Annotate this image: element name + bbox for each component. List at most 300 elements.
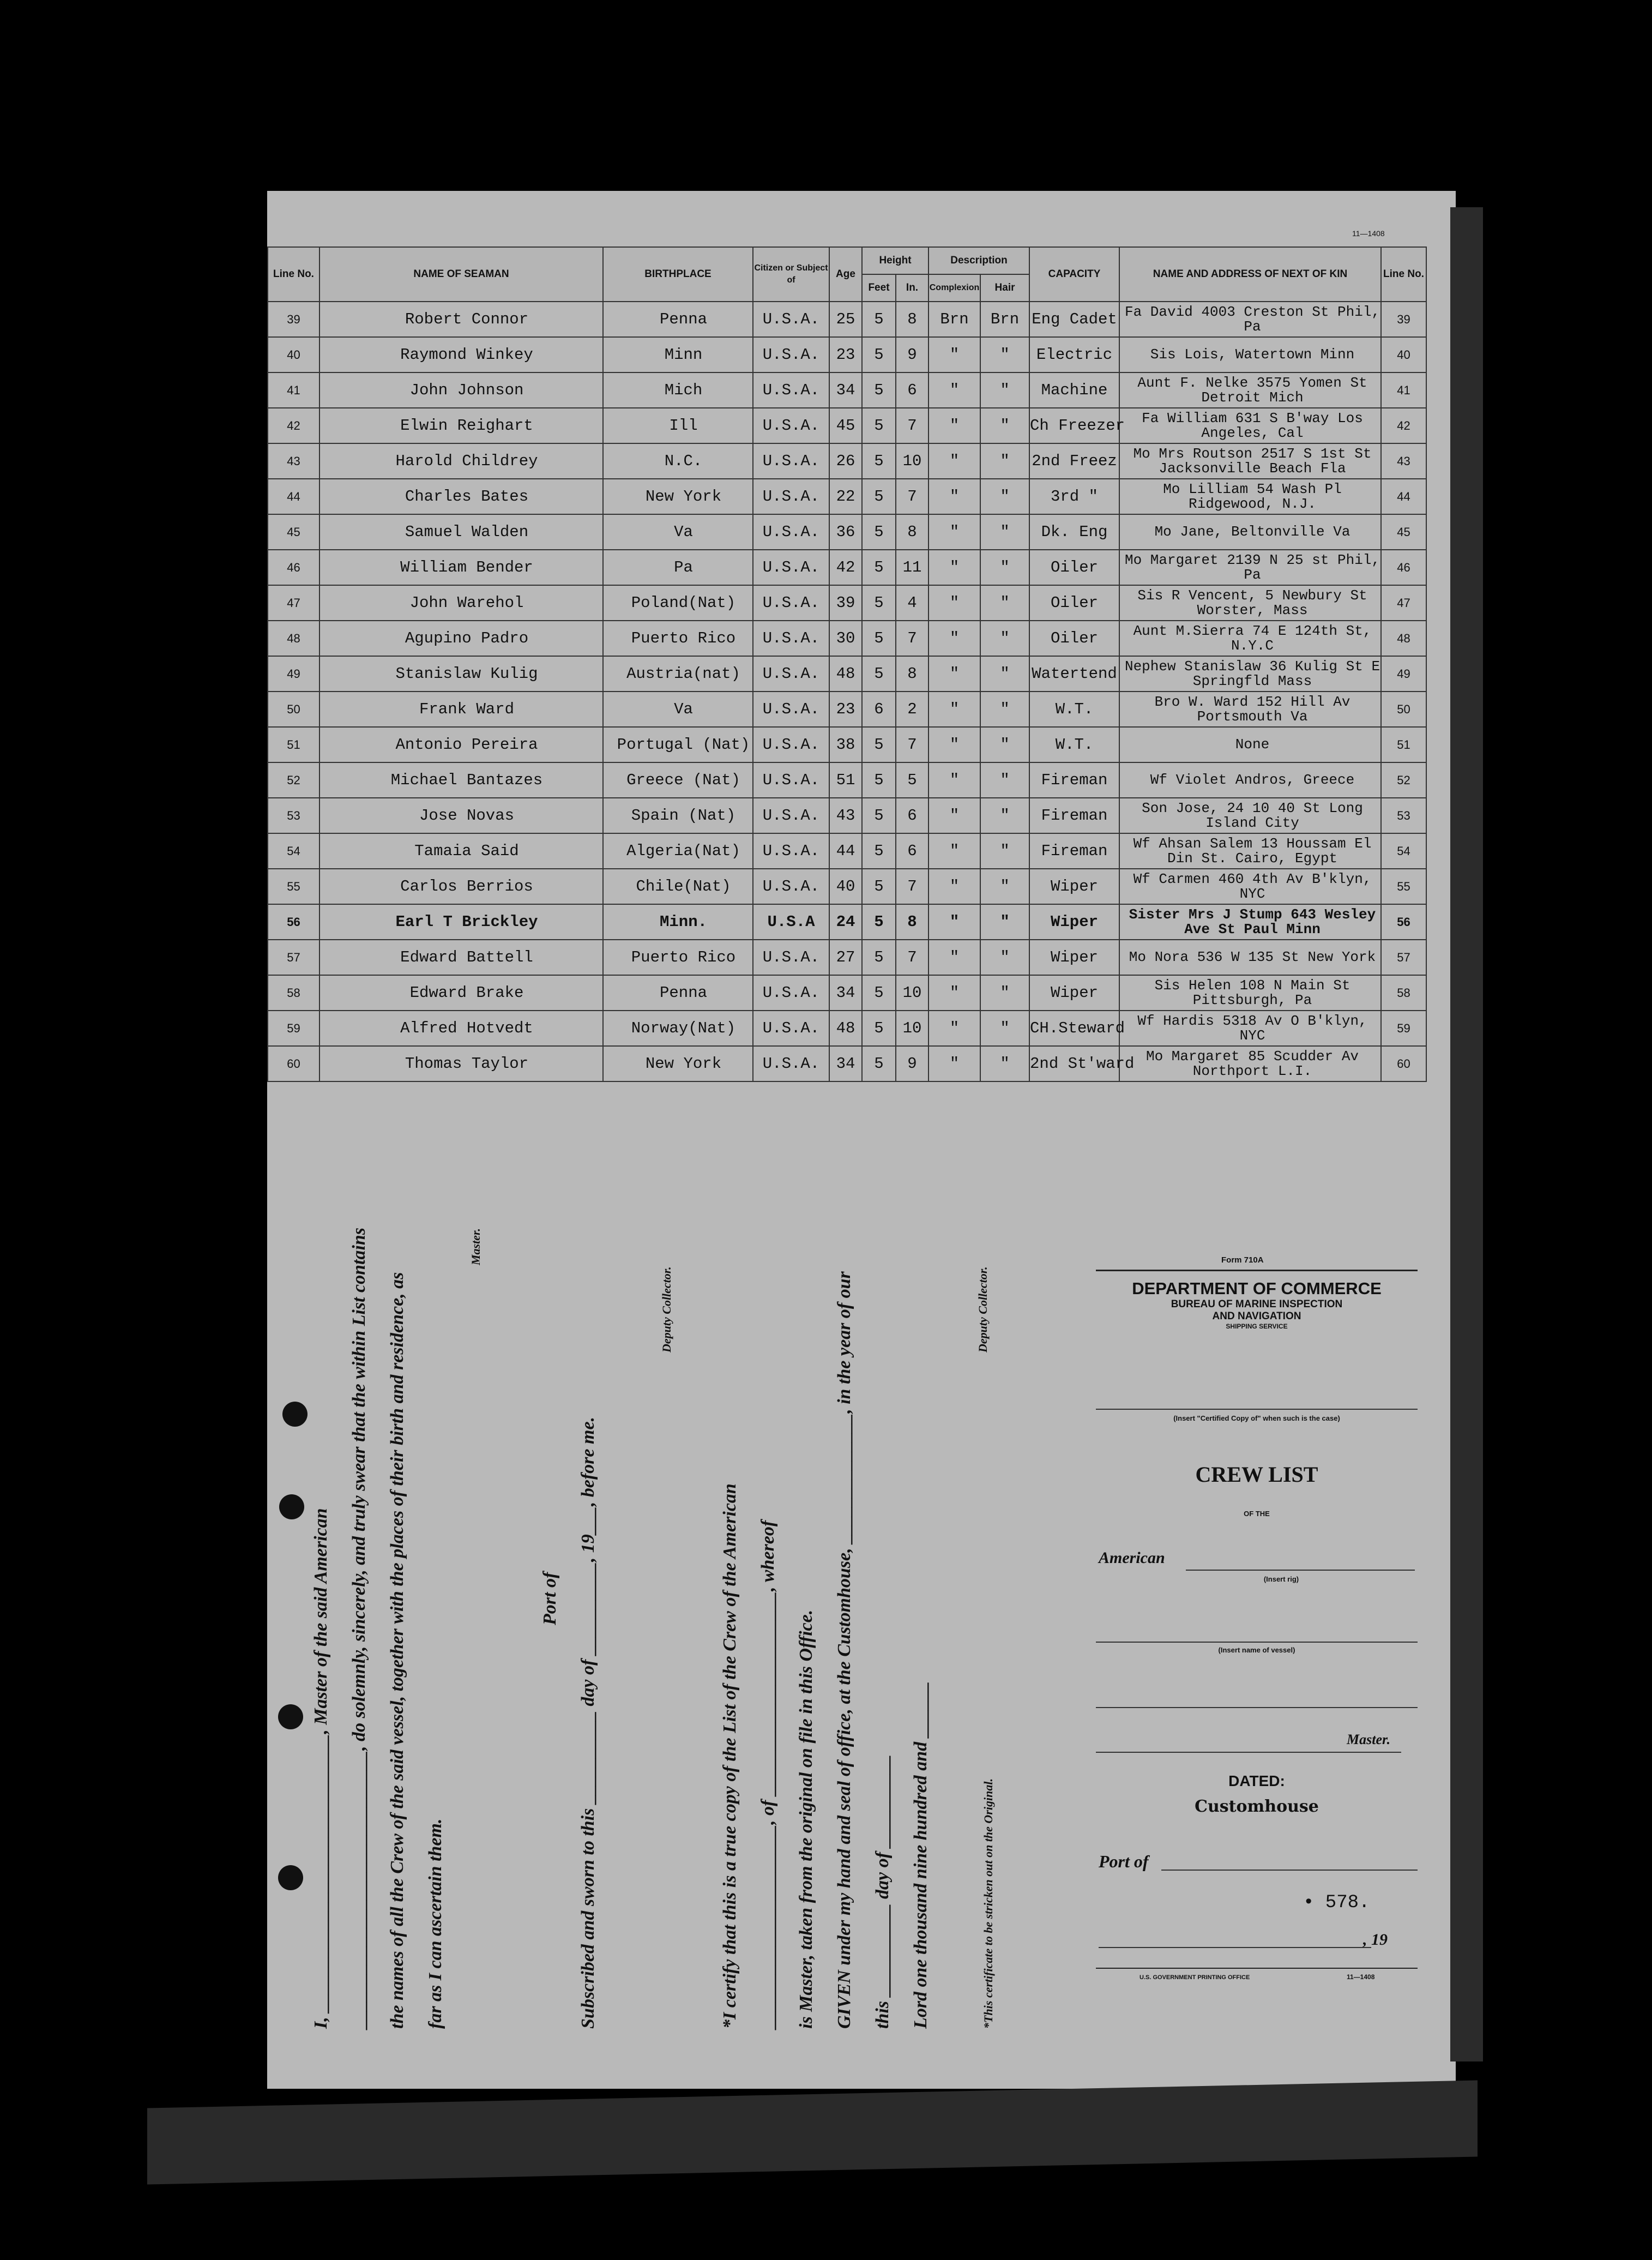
- complexion: ": [929, 975, 980, 1011]
- header-complexion: Complexion: [929, 274, 980, 302]
- seaman-name: Tamaia Said: [319, 833, 603, 869]
- citizenship: U.S.A.: [753, 833, 829, 869]
- capacity: Watertend: [1029, 656, 1119, 692]
- height-feet: 6: [862, 692, 896, 727]
- seaman-name: John Warehol: [319, 585, 603, 621]
- row-line-no-right: 59: [1381, 1011, 1426, 1046]
- cover-customhouse: Customhouse: [1195, 1797, 1319, 1816]
- seaman-name: Raymond Winkey: [319, 337, 603, 372]
- complexion: ": [929, 585, 980, 621]
- row-line-no-right: 41: [1381, 372, 1426, 408]
- next-of-kin: Wf Violet Andros, Greece: [1119, 762, 1381, 798]
- age: 45: [829, 408, 862, 443]
- row-line-no-right: 49: [1381, 656, 1426, 692]
- oath-port-of: Port of: [540, 1572, 560, 1625]
- citizenship: U.S.A.: [753, 656, 829, 692]
- age: 40: [829, 869, 862, 904]
- citizenship: U.S.A.: [753, 1011, 829, 1046]
- birthplace: Spain (Nat): [603, 798, 753, 833]
- complexion: ": [929, 692, 980, 727]
- height-feet: 5: [862, 1046, 896, 1081]
- seaman-name: Charles Bates: [319, 479, 603, 514]
- height-inches: 10: [896, 1011, 929, 1046]
- capacity: Fireman: [1029, 762, 1119, 798]
- seaman-name: John Johnson: [319, 372, 603, 408]
- sheet-edge-shadow: [1450, 207, 1483, 2061]
- seaman-name: Frank Ward: [319, 692, 603, 727]
- crew-row: [268, 798, 1426, 833]
- height-feet: 5: [862, 621, 896, 656]
- seaman-name: Edward Battell: [319, 940, 603, 975]
- hair: ": [980, 798, 1029, 833]
- crew-row: [268, 975, 1426, 1011]
- seaman-name: Agupino Padro: [319, 621, 603, 656]
- next-of-kin: Bro W. Ward 152 Hill Av Portsmouth Va: [1119, 692, 1381, 727]
- hole-2: [279, 1494, 304, 1519]
- height-inches: 9: [896, 1046, 929, 1081]
- hair: ": [980, 833, 1029, 869]
- row-line-no: 56: [268, 904, 319, 940]
- next-of-kin: Wf Ahsan Salem 13 Houssam El Din St. Cairo, Egypt: [1119, 833, 1381, 869]
- complexion: ": [929, 550, 980, 585]
- row-line-no: 40: [268, 337, 319, 372]
- next-of-kin: Mo Margaret 2139 N 25 st Phil, Pa: [1119, 550, 1381, 585]
- row-line-no-right: 44: [1381, 479, 1426, 514]
- crew-row: [268, 479, 1426, 514]
- age: 48: [829, 1011, 862, 1046]
- height-feet: 5: [862, 302, 896, 337]
- age: 48: [829, 656, 862, 692]
- birthplace: Ill: [603, 408, 753, 443]
- hair: ": [980, 1011, 1029, 1046]
- row-line-no: 53: [268, 798, 319, 833]
- hair: ": [980, 762, 1029, 798]
- header-inches: In.: [896, 274, 929, 302]
- seaman-name: Robert Connor: [319, 302, 603, 337]
- age: 30: [829, 621, 862, 656]
- birthplace: Austria(nat): [603, 656, 753, 692]
- header-line-no-right: Line No.: [1381, 247, 1426, 302]
- next-of-kin: Sister Mrs J Stump 643 Wesley Ave St Paul Minn: [1119, 904, 1381, 940]
- cover-year: , 19: [1363, 1931, 1388, 1949]
- certify-deputy-collector: Deputy Collector.: [976, 1266, 990, 1353]
- birthplace: Portugal (Nat): [603, 727, 753, 762]
- citizenship: U.S.A.: [753, 940, 829, 975]
- height-inches: 2: [896, 692, 929, 727]
- capacity: Fireman: [1029, 833, 1119, 869]
- seaman-name: William Bender: [319, 550, 603, 585]
- birthplace: Norway(Nat): [603, 1011, 753, 1046]
- height-inches: 8: [896, 656, 929, 692]
- age: 34: [829, 975, 862, 1011]
- seaman-name: Harold Childrey: [319, 443, 603, 479]
- complexion: ": [929, 621, 980, 656]
- crew-row: [268, 692, 1426, 727]
- capacity: 2nd St'ward: [1029, 1046, 1119, 1081]
- crew-table-body: [268, 302, 1426, 1081]
- hair: ": [980, 904, 1029, 940]
- complexion: ": [929, 762, 980, 798]
- capacity: Wiper: [1029, 869, 1119, 904]
- height-feet: 5: [862, 727, 896, 762]
- citizenship: U.S.A.: [753, 585, 829, 621]
- age: 24: [829, 904, 862, 940]
- height-inches: 7: [896, 727, 929, 762]
- next-of-kin: Fa William 631 S B'way Los Angeles, Cal: [1119, 408, 1381, 443]
- form-number-top: 11—1408: [1352, 229, 1385, 238]
- row-line-no-right: 42: [1381, 408, 1426, 443]
- cover-date-line: [1099, 1947, 1371, 1948]
- citizenship: U.S.A.: [753, 727, 829, 762]
- crew-row: [268, 833, 1426, 869]
- next-of-kin: Aunt F. Nelke 3575 Yomen St Detroit Mich: [1119, 372, 1381, 408]
- birthplace: Puerto Rico: [603, 621, 753, 656]
- bottom-shadow: [147, 2080, 1478, 2184]
- seaman-name: Alfred Hotvedt: [319, 1011, 603, 1046]
- cover-top-rule: [1096, 1270, 1418, 1271]
- next-of-kin: Sis R Vencent, 5 Newbury St Worster, Mass: [1119, 585, 1381, 621]
- complexion: ": [929, 869, 980, 904]
- seaman-name: Antonio Pereira: [319, 727, 603, 762]
- hair: ": [980, 1046, 1029, 1081]
- next-of-kin: Wf Hardis 5318 Av O B'klyn, NYC: [1119, 1011, 1381, 1046]
- age: 22: [829, 479, 862, 514]
- row-line-no-right: 39: [1381, 302, 1426, 337]
- age: 26: [829, 443, 862, 479]
- height-feet: 5: [862, 479, 896, 514]
- height-inches: 10: [896, 443, 929, 479]
- seaman-name: Elwin Reighart: [319, 408, 603, 443]
- cover-certified-note: (Insert "Certified Copy of" when such is the case): [1173, 1414, 1340, 1422]
- next-of-kin: None: [1119, 727, 1381, 762]
- capacity: CH.Steward: [1029, 1011, 1119, 1046]
- height-inches: 11: [896, 550, 929, 585]
- capacity: Eng Cadet: [1029, 302, 1119, 337]
- height-inches: 6: [896, 833, 929, 869]
- seaman-name: Carlos Berrios: [319, 869, 603, 904]
- next-of-kin: Mo Lilliam 54 Wash Pl Ridgewood, N.J.: [1119, 479, 1381, 514]
- birthplace: Poland(Nat): [603, 585, 753, 621]
- age: 51: [829, 762, 862, 798]
- next-of-kin: Mo Nora 536 W 135 St New York: [1119, 940, 1381, 975]
- crew-row: [268, 337, 1426, 372]
- row-line-no-right: 57: [1381, 940, 1426, 975]
- capacity: Oiler: [1029, 550, 1119, 585]
- row-line-no: 46: [268, 550, 319, 585]
- citizenship: U.S.A.: [753, 869, 829, 904]
- height-inches: 7: [896, 869, 929, 904]
- row-line-no-right: 45: [1381, 514, 1426, 550]
- hair: ": [980, 479, 1029, 514]
- cover-bottom-rule: [1096, 1968, 1418, 1969]
- cover-service: SHIPPING SERVICE: [1226, 1323, 1288, 1330]
- height-feet: 5: [862, 585, 896, 621]
- age: 34: [829, 1046, 862, 1081]
- height-inches: 5: [896, 762, 929, 798]
- crew-row: [268, 904, 1426, 940]
- age: 42: [829, 550, 862, 585]
- height-inches: 7: [896, 940, 929, 975]
- row-line-no: 55: [268, 869, 319, 904]
- seaman-name: Samuel Walden: [319, 514, 603, 550]
- row-line-no: 49: [268, 656, 319, 692]
- seaman-name: Stanislaw Kulig: [319, 656, 603, 692]
- height-inches: 7: [896, 621, 929, 656]
- oath-deputy-collector: Deputy Collector.: [660, 1266, 673, 1353]
- height-feet: 5: [862, 656, 896, 692]
- oath-line-2: ______________________________, do solemnly, sincerely, and truly swear that the within List contains: [349, 1227, 369, 2029]
- birthplace: Algeria(Nat): [603, 833, 753, 869]
- header-description: Description: [929, 247, 1029, 274]
- cover-port-label: Port of: [1099, 1852, 1149, 1871]
- cover-vessel-line: [1096, 1620, 1418, 1643]
- crew-row: [268, 940, 1426, 975]
- cover-form-bottom: 11—1408: [1347, 1973, 1375, 1981]
- age: 23: [829, 692, 862, 727]
- hair: ": [980, 727, 1029, 762]
- next-of-kin: Sis Lois, Watertown Minn: [1119, 337, 1381, 372]
- complexion: ": [929, 833, 980, 869]
- capacity: 2nd Freez: [1029, 443, 1119, 479]
- birthplace: New York: [603, 479, 753, 514]
- cover-blank-line: [1096, 1685, 1418, 1708]
- height-inches: 6: [896, 372, 929, 408]
- capacity: Wiper: [1029, 940, 1119, 975]
- crew-row: [268, 408, 1426, 443]
- oath-line-1: I, ______________________________, Master of the said American: [311, 1508, 331, 2029]
- height-feet: 5: [862, 408, 896, 443]
- capacity: Dk. Eng: [1029, 514, 1119, 550]
- certify-line-1: *I certify that this is a true copy of the List of the Crew of the American: [720, 1483, 740, 2029]
- citizenship: U.S.A.: [753, 621, 829, 656]
- seaman-name: Jose Novas: [319, 798, 603, 833]
- cover-stamp-number: • 578.: [1303, 1892, 1370, 1913]
- birthplace: Penna: [603, 975, 753, 1011]
- seaman-name: Edward Brake: [319, 975, 603, 1011]
- row-line-no: 58: [268, 975, 319, 1011]
- citizenship: U.S.A.: [753, 479, 829, 514]
- row-line-no-right: 53: [1381, 798, 1426, 833]
- hair: ": [980, 372, 1029, 408]
- citizenship: U.S.A.: [753, 408, 829, 443]
- row-line-no-right: 46: [1381, 550, 1426, 585]
- height-feet: 5: [862, 514, 896, 550]
- oath-master-label: Master.: [469, 1228, 483, 1265]
- certify-line-2: ______________________, of ______________________, whereof: [758, 1520, 778, 2029]
- age: 43: [829, 798, 862, 833]
- complexion: ": [929, 727, 980, 762]
- capacity: W.T.: [1029, 727, 1119, 762]
- crew-row: [268, 762, 1426, 798]
- cover-rig-note: (Insert rig): [1263, 1575, 1299, 1583]
- row-line-no: 51: [268, 727, 319, 762]
- hair: ": [980, 408, 1029, 443]
- birthplace: Penna: [603, 302, 753, 337]
- citizenship: U.S.A.: [753, 692, 829, 727]
- complexion: ": [929, 1046, 980, 1081]
- capacity: Electric: [1029, 337, 1119, 372]
- certify-footnote: *This certificate to be stricken out on the Original.: [981, 1778, 995, 2029]
- complexion: ": [929, 514, 980, 550]
- height-feet: 5: [862, 975, 896, 1011]
- row-line-no: 52: [268, 762, 319, 798]
- row-line-no: 50: [268, 692, 319, 727]
- row-line-no-right: 43: [1381, 443, 1426, 479]
- citizenship: U.S.A.: [753, 302, 829, 337]
- certify-line-6: Lord one thousand nine hundred and ______: [911, 1681, 931, 2029]
- cover-crew-list-title: CREW LIST: [1195, 1462, 1318, 1487]
- height-inches: 7: [896, 408, 929, 443]
- crew-row: [268, 727, 1426, 762]
- complexion: ": [929, 372, 980, 408]
- row-line-no: 57: [268, 940, 319, 975]
- hole-1: [282, 1402, 308, 1427]
- oath-line-3: the names of all the Crew of the said vessel, together with the places of their birth and residence, as: [387, 1272, 407, 2029]
- cover-american-label: American: [1099, 1549, 1165, 1567]
- birthplace: Greece (Nat): [603, 762, 753, 798]
- height-feet: 5: [862, 550, 896, 585]
- crew-row: [268, 869, 1426, 904]
- row-line-no: 48: [268, 621, 319, 656]
- height-inches: 8: [896, 904, 929, 940]
- crew-row: [268, 1011, 1426, 1046]
- crew-row: [268, 585, 1426, 621]
- seaman-name: Michael Bantazes: [319, 762, 603, 798]
- birthplace: New York: [603, 1046, 753, 1081]
- citizenship: U.S.A.: [753, 372, 829, 408]
- height-inches: 8: [896, 514, 929, 550]
- height-feet: 5: [862, 762, 896, 798]
- seaman-name: Thomas Taylor: [319, 1046, 603, 1081]
- hair: Brn: [980, 302, 1029, 337]
- hair: ": [980, 585, 1029, 621]
- capacity: Machine: [1029, 372, 1119, 408]
- capacity: Oiler: [1029, 621, 1119, 656]
- age: 39: [829, 585, 862, 621]
- header-name: NAME OF SEAMAN: [319, 247, 603, 302]
- birthplace: Minn.: [603, 904, 753, 940]
- hair: ": [980, 656, 1029, 692]
- crew-row: [268, 302, 1426, 337]
- row-line-no-right: 47: [1381, 585, 1426, 621]
- birthplace: Pa: [603, 550, 753, 585]
- height-inches: 8: [896, 302, 929, 337]
- cover-bureau-2: AND NAVIGATION: [1212, 1311, 1301, 1322]
- cover-heading: [1096, 1279, 1418, 1330]
- row-line-no-right: 51: [1381, 727, 1426, 762]
- hair: ": [980, 550, 1029, 585]
- header-citizen: Citizen or Subject of: [753, 247, 829, 302]
- header-capacity: CAPACITY: [1029, 247, 1119, 302]
- citizenship: U.S.A.: [753, 798, 829, 833]
- row-line-no-right: 50: [1381, 692, 1426, 727]
- cover-master-label: Master.: [1347, 1732, 1391, 1747]
- next-of-kin: Fa David 4003 Creston St Phil, Pa: [1119, 302, 1381, 337]
- complexion: ": [929, 904, 980, 940]
- height-inches: 7: [896, 479, 929, 514]
- cover-form-number: Form 710A: [1221, 1255, 1264, 1265]
- hair: ": [980, 514, 1029, 550]
- height-inches: 10: [896, 975, 929, 1011]
- complexion: ": [929, 940, 980, 975]
- height-feet: 5: [862, 443, 896, 479]
- next-of-kin: Mo Mrs Routson 2517 S 1st St Jacksonville Beach Fla: [1119, 443, 1381, 479]
- birthplace: Minn: [603, 337, 753, 372]
- cover-bureau-1: BUREAU OF MARINE INSPECTION: [1171, 1299, 1343, 1310]
- row-line-no: 41: [268, 372, 319, 408]
- header-birthplace: BIRTHPLACE: [603, 247, 753, 302]
- height-feet: 5: [862, 372, 896, 408]
- birthplace: Puerto Rico: [603, 940, 753, 975]
- age: 38: [829, 727, 862, 762]
- row-line-no-right: 60: [1381, 1046, 1426, 1081]
- row-line-no-right: 40: [1381, 337, 1426, 372]
- birthplace: Chile(Nat): [603, 869, 753, 904]
- hole-4: [278, 1865, 303, 1890]
- height-inches: 4: [896, 585, 929, 621]
- complexion: ": [929, 656, 980, 692]
- row-line-no: 47: [268, 585, 319, 621]
- citizenship: U.S.A.: [753, 1046, 829, 1081]
- hair: ": [980, 940, 1029, 975]
- cover-department: DEPARTMENT OF COMMERCE: [1132, 1279, 1382, 1298]
- row-line-no: 60: [268, 1046, 319, 1081]
- cover-vessel-note: (Insert name of vessel): [1218, 1646, 1295, 1654]
- hair: ": [980, 337, 1029, 372]
- complexion: ": [929, 479, 980, 514]
- citizenship: U.S.A.: [753, 443, 829, 479]
- next-of-kin: Aunt M.Sierra 74 E 124th St, N.Y.C: [1119, 621, 1381, 656]
- capacity: Ch Freezer: [1029, 408, 1119, 443]
- height-inches: 6: [896, 798, 929, 833]
- height-feet: 5: [862, 869, 896, 904]
- citizenship: U.S.A.: [753, 762, 829, 798]
- hole-3: [278, 1704, 303, 1729]
- complexion: ": [929, 1011, 980, 1046]
- hair: ": [980, 869, 1029, 904]
- row-line-no-right: 48: [1381, 621, 1426, 656]
- next-of-kin: Sis Helen 108 N Main St Pittsburgh, Pa: [1119, 975, 1381, 1011]
- next-of-kin: Mo Margaret 85 Scudder Av Northport L.I.: [1119, 1046, 1381, 1081]
- complexion: Brn: [929, 302, 980, 337]
- cover-certified-line: [1096, 1388, 1418, 1410]
- citizenship: U.S.A.: [753, 337, 829, 372]
- capacity: Fireman: [1029, 798, 1119, 833]
- crew-row: [268, 621, 1426, 656]
- next-of-kin: Mo Jane, Beltonville Va: [1119, 514, 1381, 550]
- row-line-no-right: 54: [1381, 833, 1426, 869]
- row-line-no-right: 58: [1381, 975, 1426, 1011]
- seaman-name: Earl T Brickley: [319, 904, 603, 940]
- header-height: Height: [862, 247, 929, 274]
- complexion: ": [929, 443, 980, 479]
- capacity: 3rd ": [1029, 479, 1119, 514]
- cover-dated: DATED:: [1228, 1772, 1285, 1789]
- age: 36: [829, 514, 862, 550]
- citizenship: U.S.A: [753, 904, 829, 940]
- capacity: Wiper: [1029, 975, 1119, 1011]
- cover-american-line: [1186, 1570, 1415, 1571]
- crew-row: [268, 550, 1426, 585]
- hair: ": [980, 975, 1029, 1011]
- citizenship: U.S.A.: [753, 975, 829, 1011]
- row-line-no-right: 56: [1381, 904, 1426, 940]
- next-of-kin: Nephew Stanislaw 36 Kulig St E Springfld Mass: [1119, 656, 1381, 692]
- header-age: Age: [829, 247, 862, 302]
- complexion: ": [929, 408, 980, 443]
- hair: ": [980, 692, 1029, 727]
- row-line-no-right: 52: [1381, 762, 1426, 798]
